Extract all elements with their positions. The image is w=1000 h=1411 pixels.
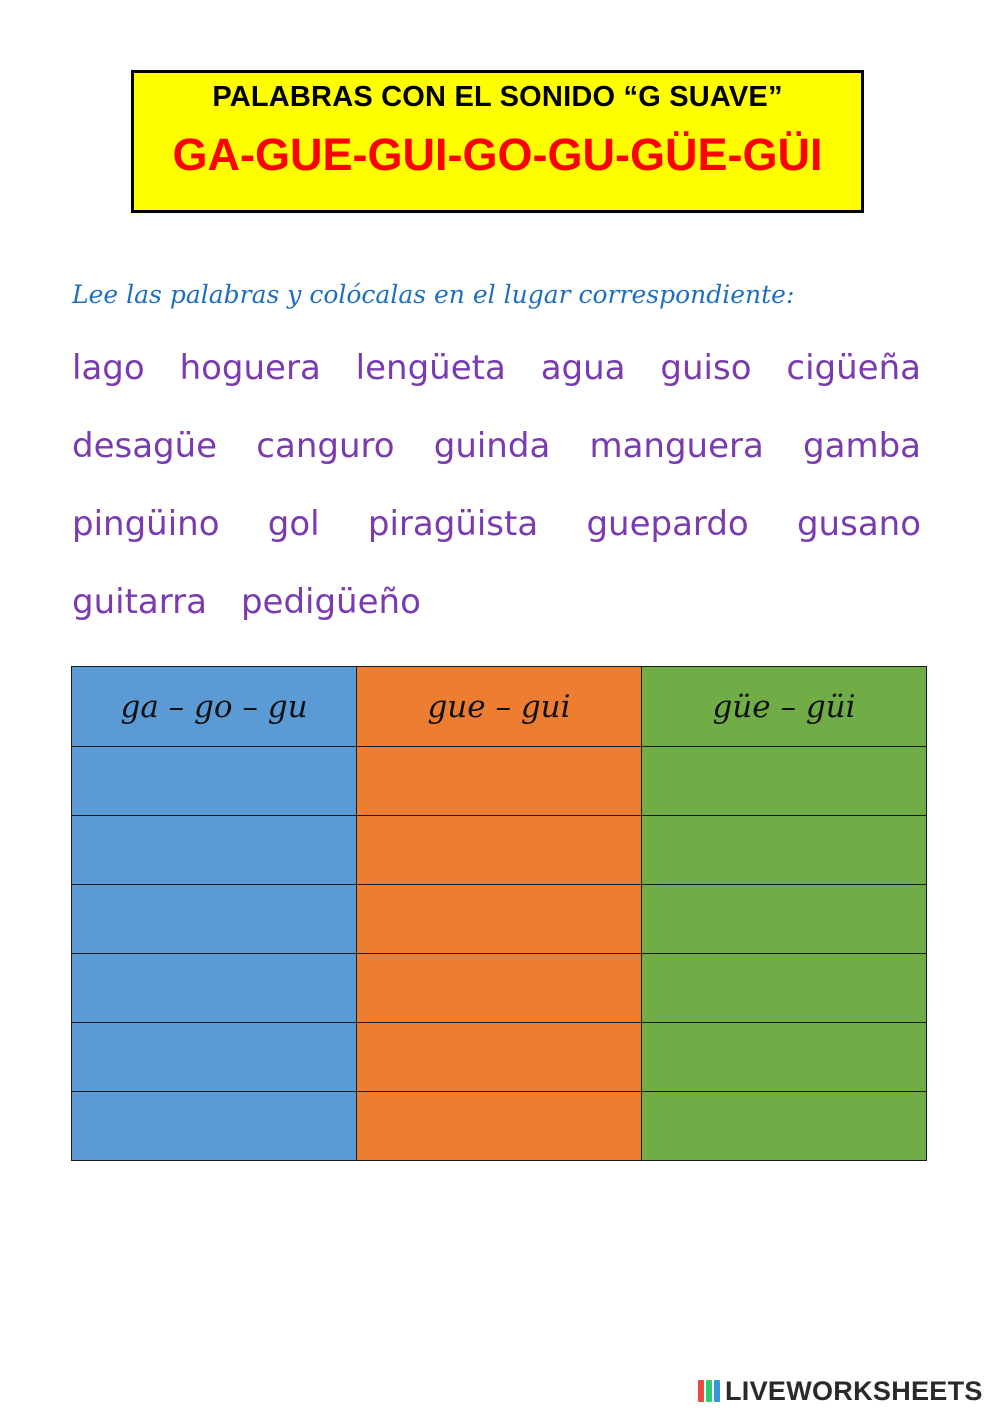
table-row [72,747,927,816]
word[interactable]: guinda [433,426,551,466]
word[interactable]: piragüista [367,504,539,544]
word[interactable]: guitarra [72,582,207,622]
drop-cell[interactable] [357,885,642,954]
drop-cell[interactable] [357,1092,642,1161]
table-row [72,1023,927,1092]
word-row-3 [72,504,921,544]
drop-cell[interactable] [72,1092,357,1161]
drop-cell[interactable] [357,1023,642,1092]
drop-cell[interactable] [642,954,927,1023]
word[interactable]: guepardo [586,504,749,544]
word[interactable]: agua [540,348,626,388]
table-row [72,885,927,954]
word[interactable]: hoguera [179,348,321,388]
page-title: PALABRAS CON EL SONIDO “G SUAVE” [212,81,783,113]
word-row-2 [72,426,921,466]
word[interactable]: pedigüeño [240,582,421,622]
sorting-table [71,666,927,1161]
logo-text: LIVEWORKSHEETS [725,1375,983,1406]
column-header-gue-gui-dieresis: güe – güi [642,667,927,747]
word[interactable]: guiso [660,348,752,388]
word[interactable]: manguera [589,426,764,466]
drop-cell[interactable] [72,816,357,885]
word[interactable]: gusano [796,504,921,544]
word[interactable]: cigüeña [786,348,921,388]
word[interactable]: lago [72,348,145,388]
word-row-4 [72,582,921,622]
table-row [72,816,927,885]
drop-cell[interactable] [72,885,357,954]
word[interactable]: gamba [803,426,921,466]
column-header-ga-go-gu: ga – go – gu [72,667,357,747]
word[interactable]: lengüeta [355,348,506,388]
drop-cell[interactable] [72,747,357,816]
table-row [72,954,927,1023]
drop-cell[interactable] [72,954,357,1023]
word[interactable]: desagüe [72,426,218,466]
drop-cell[interactable] [642,816,927,885]
liveworksheets-logo-icon [697,1379,721,1403]
instruction-text: Lee las palabras y colócalas en el lugar correspondiente: [72,280,795,309]
drop-cell[interactable] [357,954,642,1023]
word[interactable]: pingüino [72,504,220,544]
table-row [72,1092,927,1161]
word[interactable]: gol [267,504,320,544]
liveworksheets-logo[interactable] [697,1374,983,1408]
drop-cell[interactable] [72,1023,357,1092]
drop-cell[interactable] [642,747,927,816]
title-box [131,70,864,213]
drop-cell[interactable] [642,885,927,954]
drop-cell[interactable] [642,1092,927,1161]
drop-cell[interactable] [357,747,642,816]
column-header-gue-gui: gue – gui [357,667,642,747]
word-row-1 [72,348,921,388]
drop-cell[interactable] [642,1023,927,1092]
word[interactable]: canguro [256,426,395,466]
drop-cell[interactable] [357,816,642,885]
syllables-heading: GA-GUE-GUI-GO-GU-GÜE-GÜI [172,129,823,180]
